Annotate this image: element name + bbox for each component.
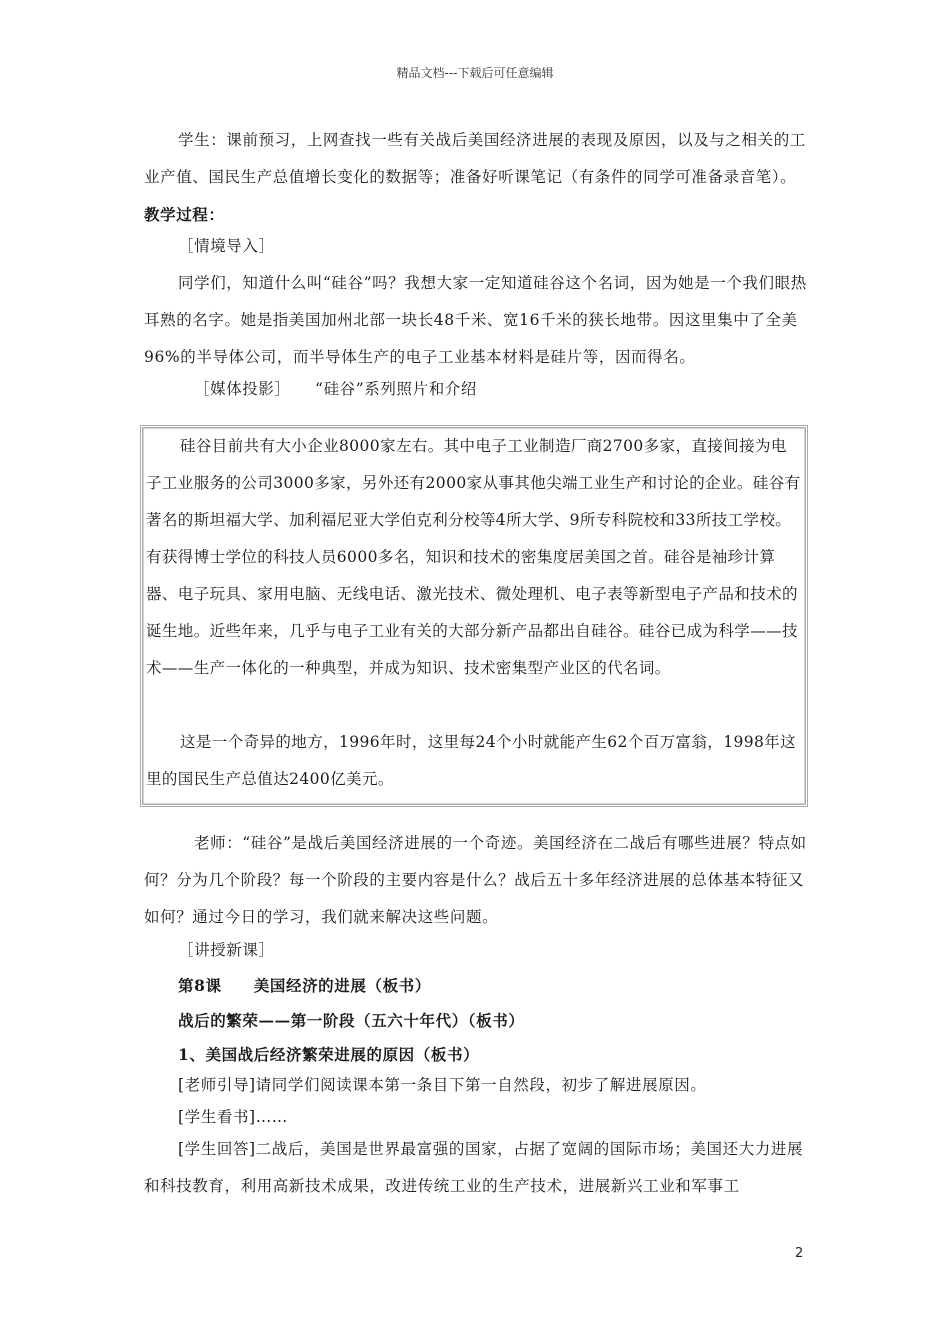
- intro-label: ［情境导入］: [178, 237, 275, 255]
- section-heading: 战后的繁荣——第一阶段（五六十年代）（板书）: [178, 1011, 525, 1030]
- subsection-heading: 1、美国战后经济繁荣进展的原因（板书）: [178, 1045, 480, 1064]
- student-answer: [学生回答]二战后，美国是世界最富强的国家，占据了宽阔的国际市场；美国还大力进展和科技教育，利用高新技术成果，改进传统工业的生产技术，进展新兴工业和军事工: [144, 1140, 804, 1195]
- page-header: 精品文档---下载后可任意编辑: [396, 66, 554, 80]
- teacher-paragraph: 老师：“硅谷”是战后美国经济进展的一个奇迹。美国经济在二战后有哪些进展？特点如何？分为几个阶段？每一个阶段的主要内容是什么？战后五十多年经济进展的总体基本特征又如何？通过今日的学习，我们就来解决这些问题。: [144, 834, 807, 926]
- box-paragraph-1: 硅谷目前共有大小企业8000家左右。其中电子工业制造厂商2700多家，直接间接为电子工业服务的公司3000多家，另外还有2000家从事其他尖端工业生产和讨论的企业。硅谷有著名的斯坦福大学、加利福尼亚大学伯克利分校等4所大学、9所专科院校和33所技工学校。有获得博士学位的科技人员6000多名，知识和技术的密集度居美国之首。硅谷是袖珍计算器、电子玩具、家用电脑、无线电话、激光技术、微处理机、电子表等新型电子产品和技术的诞生地。近些年来，几乎与电子工业有关的大部分新产品都出自硅谷。硅谷已成为科学——技术——生产一体化的一种典型，并成为知识、技术密集型产业区的代名词。: [146, 437, 801, 677]
- student-prep-text: 学生：课前预习，上网查找一些有关战后美国经济进展的表现及原因，以及与之相关的工业产值、国民生产总值增长变化的数据等；准备好听课笔记（有条件的同学可准备录音笔）。: [144, 131, 806, 186]
- teacher-guide: [老师引导]请同学们阅读课本第一条目下第一自然段，初步了解进展原因。: [178, 1076, 707, 1094]
- lesson-title: 第8课 美国经济的进展（板书）: [178, 976, 431, 995]
- page-number: 2: [795, 1246, 804, 1261]
- student-reading: [学生看书]……: [178, 1108, 288, 1126]
- teaching-process-heading: 教学过程：: [144, 205, 225, 224]
- intro-paragraph: 同学们，知道什么叫“硅谷”吗？我想大家一定知道硅谷这个名词，因为她是一个我们眼热耳熟的名字。她是指美国加州北部一块长48千米、宽16千米的狭长地带。因这里集中了全美96%的半导体公司，而半导体生产的电子工业基本材料是硅片等，因而得名。: [144, 274, 807, 366]
- student-prep-paragraph: [144, 122, 812, 234]
- new-lesson-label: ［讲授新课］: [178, 941, 275, 959]
- media-label: ［媒体投影］ “硅谷”系列照片和介绍: [194, 380, 477, 398]
- box-paragraph-2: 这是一个奇异的地方，1996年时，这里每24个小时就能产生62个百万富翁，1998年这里的国民生产总值达2400亿美元。: [146, 733, 797, 788]
